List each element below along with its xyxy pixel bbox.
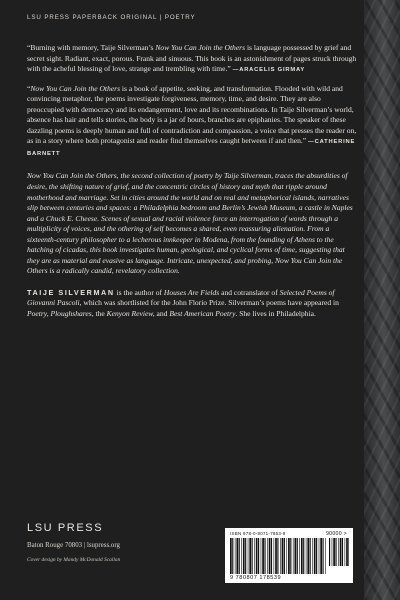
barcode-stripe	[277, 538, 278, 574]
barcode-stripe	[332, 538, 333, 566]
barcode-stripe	[280, 538, 281, 574]
back-cover-text	[27, 14, 357, 342]
spine-texture-strip	[364, 0, 400, 600]
barcode-stripe	[316, 538, 317, 574]
barcode-stripe	[346, 538, 348, 566]
barcode-stripe	[258, 538, 259, 574]
barcode-stripe	[252, 538, 253, 574]
series-line: LSU PRESS PAPERBACK ORIGINAL | POETRY	[27, 14, 196, 21]
blurb-barnett: “Now You Can Join the Others is a book of appetite, seeking, and transformation. Flooded with wild and convincing metaphor, the poems investigate forgiveness, memory, time, and desire. They are also preoccupied with democracy and its endangerment, love and its recombinations. In Taije Silverman’s world, absence has hair and tells stories, the body is a jar of hours, branches are epiphanies. The speaker of these dazzling poems is deeply human and full of contradiction and compassion, a voice that presses the reader on, as in a story where both protagonist and reader find themselves caught between if and then.” —CATHERINE BARNETT	[27, 83, 357, 157]
blurb-credit: —ARACELIS GIRMAY	[232, 67, 306, 74]
blurb-credit: —CATHERINE BARNETT	[27, 139, 356, 157]
publisher-address: Baton Rouge 70803 | lsupress.org	[27, 542, 120, 549]
barcode-stripe	[295, 538, 297, 574]
blurb-girmay: “Burning with memory, Taije Silverman’s Now You Can Join the Others is language possessed by grief and secret sight. Radiant, exact, porous. Frank and sinuous. This book is an astonishment of pages struck through with the acheful blessing of love, strange and trembling with time.” —ARACELIS GIRMAY	[27, 43, 357, 74]
barcode-stripe	[297, 538, 298, 574]
barcode-stripe	[264, 538, 265, 574]
barcode-stripe	[348, 538, 349, 566]
cover-design-credit: Cover design by Mandy McDonald Scallan	[27, 557, 121, 563]
barcode-stripe	[256, 538, 258, 574]
barcode-stripe	[323, 538, 324, 574]
barcode-stripe	[254, 538, 255, 574]
author-name: TAIJE SILVERMAN	[27, 287, 115, 297]
barcode-stripe	[335, 538, 336, 566]
barcode-stripe	[243, 538, 245, 574]
barcode-stripe	[236, 538, 238, 574]
barcode-stripe	[320, 538, 322, 574]
barcode-stripe	[310, 538, 311, 574]
barcode-stripe	[301, 538, 303, 574]
book-description: Now You Can Join the Others, the second collection of poetry by Taije Silverman, traces the absurdities of desire, the shifting nature of grief, and the concentric circles of history and myth that ripple around motherhood and marriage. Set in cities around the world and on real and metaphorical islands, narratives slip between centuries and spaces: a Philadelphia bedroom and Berlin’s Jewish Museum, a castle in Naples and a Chuck E. Cheese. Scenes of sexual and racial violence force an interrogation of words through a multiplicity of voices, and the othering of self becomes a shared, even reassuring alienation. From a sixteenth-century philosopher to a lecherous innkeeper in Modena, from the founding of Athens to the hatching of cicadas, this book investigates human, geological, and cyclical forms of time, suggesting that they are as material and evasive as language. Intricate, unexpected, and probing, Now You Can Join the Others is a radically candid, revelatory collection.	[27, 171, 353, 276]
barcode-stripe	[293, 538, 294, 574]
price-code: 90000 >	[326, 531, 347, 537]
barcode-stripe	[282, 538, 284, 574]
barcode-stripe	[340, 538, 342, 566]
barcode-stripe	[307, 538, 309, 574]
barcode-stripe	[299, 538, 300, 574]
barcode-stripe	[267, 538, 268, 574]
publisher-name: LSU PRESS	[27, 522, 104, 534]
barcode-stripe	[338, 538, 339, 566]
barcode-stripe	[314, 538, 316, 574]
barcode-stripe	[271, 538, 272, 574]
barcode-stripe	[261, 538, 262, 574]
barcode-stripe	[269, 538, 271, 574]
barcode-stripe	[290, 538, 291, 574]
ean-barcode-bars	[230, 538, 326, 574]
barcode-number: 9 780807 178539	[230, 575, 282, 581]
blurb-book-title: Now You Can Join the Others	[155, 43, 246, 52]
barcode-stripe	[325, 538, 326, 574]
barcode-stripe	[306, 538, 307, 574]
barcode-stripe	[232, 538, 233, 574]
barcode-stripe	[288, 538, 290, 574]
barcode-stripe	[249, 538, 251, 574]
barcode-stripe	[303, 538, 304, 574]
barcode-stripe	[329, 538, 330, 566]
price-barcode-bars	[329, 538, 349, 566]
barcode-stripe	[284, 538, 285, 574]
publisher-block	[27, 522, 120, 563]
barcode-stripe	[248, 538, 249, 574]
barcode-stripe	[342, 538, 343, 566]
barcode-stripe	[333, 538, 335, 566]
isbn-barcode	[225, 528, 353, 583]
barcode-stripe	[319, 538, 320, 574]
barcode-stripe	[241, 538, 242, 574]
barcode-stripe	[235, 538, 236, 574]
barcode-stripe	[239, 538, 240, 574]
barcode-stripe	[275, 538, 277, 574]
barcode-stripe	[286, 538, 287, 574]
author-bio: TAIJE SILVERMAN is the author of Houses Are Fields and cotranslator of Selected Poems of Giovanni Pascoli, which was shortlisted for the John Florio Prize. Silverman’s poems have appeared in Poetry, Ploughshares, the Kenyon Review, and Best American Poetry. She lives in Philadelphia.	[27, 287, 339, 319]
barcode-stripe	[245, 538, 246, 574]
isbn-text: ISBN 978-0-8071-7853-9	[230, 531, 286, 536]
barcode-stripe	[262, 538, 264, 574]
barcode-stripe	[345, 538, 346, 566]
blurb-book-title: Now You Can Join the Others	[30, 83, 121, 93]
barcode-stripe	[312, 538, 313, 574]
barcode-stripe	[230, 538, 232, 574]
barcode-stripe	[274, 538, 275, 574]
